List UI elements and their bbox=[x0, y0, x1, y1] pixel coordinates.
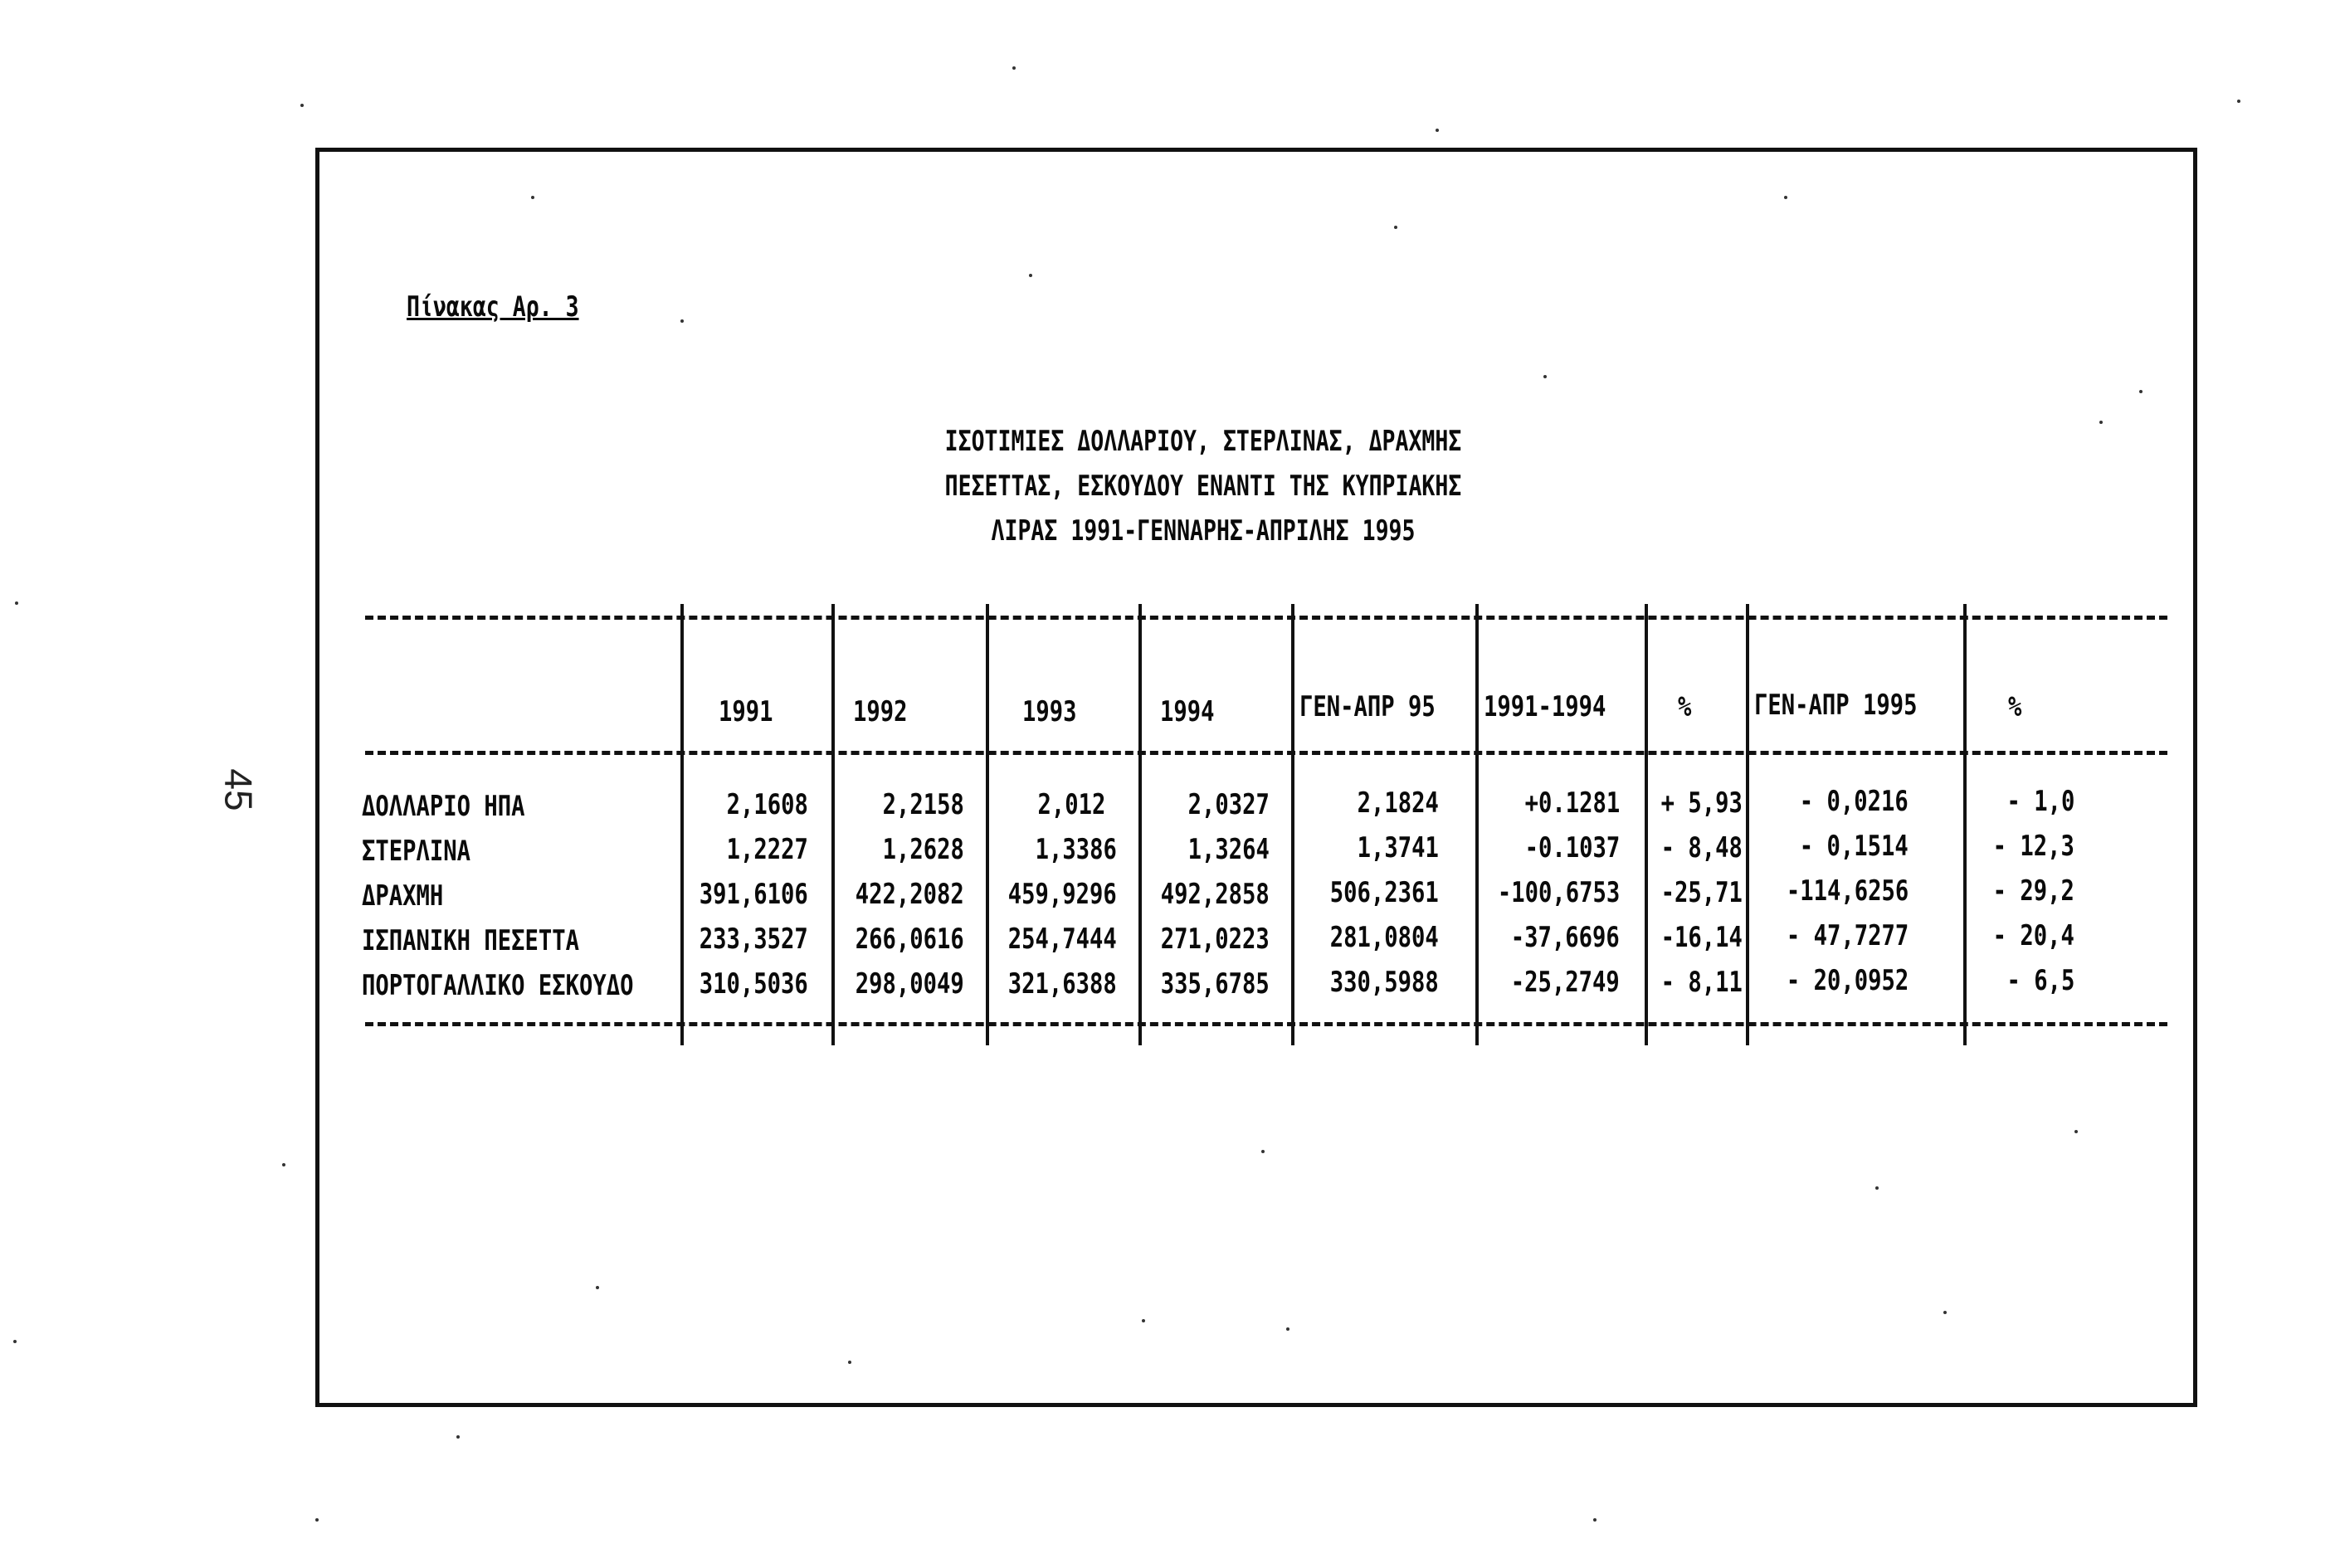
title-line-2: ΠΕΣΕΤΤΑΣ, ΕΣΚΟΥΔΟΥ ΕΝΑΝΤΙ ΤΗΣ ΚΥΠΡΙΑΚΗΣ bbox=[944, 470, 1462, 503]
table-cell: - 1,0 bbox=[2006, 785, 2074, 818]
scan-speck bbox=[1286, 1327, 1289, 1331]
table-cell: 2,012 bbox=[1037, 788, 1105, 821]
table-cell: -37,6696 bbox=[1510, 921, 1620, 954]
scan-speck bbox=[680, 319, 684, 323]
table-cell: 321,6388 bbox=[1007, 967, 1117, 1001]
column-header: 1991-1994 bbox=[1484, 690, 1606, 723]
column-header: 1992 bbox=[853, 695, 908, 728]
column-separator bbox=[1963, 604, 1967, 1045]
scan-speck bbox=[2099, 421, 2103, 424]
table-cell: -25,2749 bbox=[1510, 966, 1620, 999]
scan-speck bbox=[13, 1340, 17, 1343]
table-cell: 422,2082 bbox=[855, 878, 964, 911]
page-number: 45 bbox=[217, 768, 261, 811]
table-cell: 271,0223 bbox=[1160, 923, 1270, 956]
scan-speck bbox=[1943, 1311, 1947, 1314]
table-cell: 335,6785 bbox=[1160, 967, 1270, 1001]
column-separator bbox=[1138, 604, 1142, 1045]
scan-speck bbox=[848, 1361, 851, 1364]
scan-speck bbox=[1875, 1186, 1879, 1190]
table-top-rule bbox=[365, 616, 2167, 620]
scan-speck bbox=[282, 1163, 285, 1166]
row-label: ΠΟΡΤΟΓΑΛΛΙΚΟ ΕΣΚΟΥΔΟ bbox=[362, 969, 634, 1002]
table-cell: -16,14 bbox=[1660, 921, 1743, 954]
document-frame bbox=[315, 148, 2197, 1407]
column-header: % bbox=[2008, 690, 2022, 723]
table-cell: 298,0049 bbox=[855, 967, 964, 1001]
scan-speck bbox=[1436, 129, 1439, 132]
table-cell: 2,0327 bbox=[1187, 788, 1270, 821]
table-cell: - 20,0952 bbox=[1786, 964, 1909, 997]
scan-speck bbox=[1394, 226, 1397, 229]
scan-speck bbox=[1543, 375, 1547, 378]
title-line-3: ΛΙΡΑΣ 1991-ΓΕΝΝΑΡΗΣ-ΑΠΡΙΛΗΣ 1995 bbox=[991, 514, 1416, 548]
table-cell: - 8,11 bbox=[1660, 966, 1743, 999]
table-cell: -100,6753 bbox=[1497, 876, 1620, 909]
table-cell: - 29,2 bbox=[1992, 874, 2074, 908]
table-cell: +0.1281 bbox=[1524, 786, 1620, 820]
table-bottom-rule bbox=[365, 1022, 2167, 1026]
column-separator bbox=[986, 604, 989, 1045]
table-cell: 2,2158 bbox=[882, 788, 964, 821]
table-cell: -25,71 bbox=[1660, 876, 1743, 909]
table-cell: 391,6106 bbox=[699, 878, 808, 911]
scan-speck bbox=[1029, 274, 1032, 277]
scan-speck bbox=[2074, 1130, 2078, 1133]
column-header: 1991 bbox=[719, 695, 773, 728]
table-cell: 459,9296 bbox=[1007, 878, 1117, 911]
table-cell: 266,0616 bbox=[855, 923, 964, 956]
table-cell: -0.1037 bbox=[1524, 831, 1620, 864]
row-label: ΔΟΛΛΑΡΙΟ ΗΠΑ bbox=[362, 790, 525, 823]
scan-speck bbox=[1593, 1518, 1597, 1522]
table-cell: - 6,5 bbox=[2006, 964, 2074, 997]
table-cell: 254,7444 bbox=[1007, 923, 1117, 956]
table-cell: 2,1608 bbox=[726, 788, 808, 821]
table-cell: - 0,0216 bbox=[1799, 785, 1909, 818]
table-cell: 506,2361 bbox=[1329, 876, 1439, 909]
table-cell: -114,6256 bbox=[1786, 874, 1909, 908]
table-cell: - 12,3 bbox=[1992, 830, 2074, 863]
scan-speck bbox=[300, 104, 304, 107]
table-cell: 1,3386 bbox=[1035, 833, 1117, 866]
row-label: ΔΡΑΧΜΗ bbox=[362, 879, 444, 913]
column-header: 1994 bbox=[1160, 695, 1215, 728]
table-cell: 492,2858 bbox=[1160, 878, 1270, 911]
column-header: % bbox=[1678, 690, 1692, 723]
column-header: ΓΕΝ-ΑΠΡ 95 bbox=[1299, 690, 1436, 723]
scan-speck bbox=[1012, 66, 1016, 70]
table-cell: - 20,4 bbox=[1992, 919, 2074, 952]
table-cell: - 8,48 bbox=[1660, 831, 1743, 864]
table-cell: 330,5988 bbox=[1329, 966, 1439, 999]
table-cell: - 47,7277 bbox=[1786, 919, 1909, 952]
table-cell: 1,3741 bbox=[1357, 831, 1439, 864]
scan-speck bbox=[1261, 1150, 1265, 1153]
table-label: Πίνακας Αρ. 3 bbox=[407, 290, 579, 324]
scan-speck bbox=[531, 196, 534, 199]
table-cell: 233,3527 bbox=[699, 923, 808, 956]
scan-speck bbox=[2139, 390, 2143, 393]
table-title bbox=[944, 419, 1462, 553]
table-cell: - 0,1514 bbox=[1799, 830, 1909, 863]
scan-speck bbox=[456, 1435, 460, 1439]
column-separator bbox=[1291, 604, 1294, 1045]
scan-speck bbox=[2237, 100, 2240, 103]
table-cell: 281,0804 bbox=[1329, 921, 1439, 954]
scan-speck bbox=[1142, 1319, 1145, 1322]
column-separator bbox=[1645, 604, 1648, 1045]
table-cell: 1,3264 bbox=[1187, 833, 1270, 866]
title-line-1: ΙΣΟΤΙΜΙΕΣ ΔΟΛΛΑΡΙΟΥ, ΣΤΕΡΛΙΝΑΣ, ΔΡΑΧΜΗΣ bbox=[944, 425, 1462, 458]
column-header: 1993 bbox=[1022, 695, 1077, 728]
column-header: ΓΕΝ-ΑΠΡ 1995 bbox=[1754, 689, 1918, 722]
row-label: ΙΣΠΑΝΙΚΗ ΠΕΣΕΤΤΑ bbox=[362, 924, 580, 957]
scan-speck bbox=[596, 1286, 599, 1289]
scan-speck bbox=[315, 1518, 319, 1522]
table-cell: 310,5036 bbox=[699, 967, 808, 1001]
column-separator bbox=[1475, 604, 1479, 1045]
column-separator bbox=[831, 604, 835, 1045]
table-cell: 1,2628 bbox=[882, 833, 964, 866]
scan-speck bbox=[15, 601, 18, 605]
scan-speck bbox=[1784, 196, 1787, 199]
table-cell: 1,2227 bbox=[726, 833, 808, 866]
column-separator bbox=[680, 604, 684, 1045]
table-cell: + 5,93 bbox=[1660, 786, 1743, 820]
column-separator bbox=[1746, 604, 1749, 1045]
row-label: ΣΤΕΡΛΙΝΑ bbox=[362, 835, 471, 868]
table-header-rule bbox=[365, 751, 2167, 755]
table-cell: 2,1824 bbox=[1357, 786, 1439, 820]
